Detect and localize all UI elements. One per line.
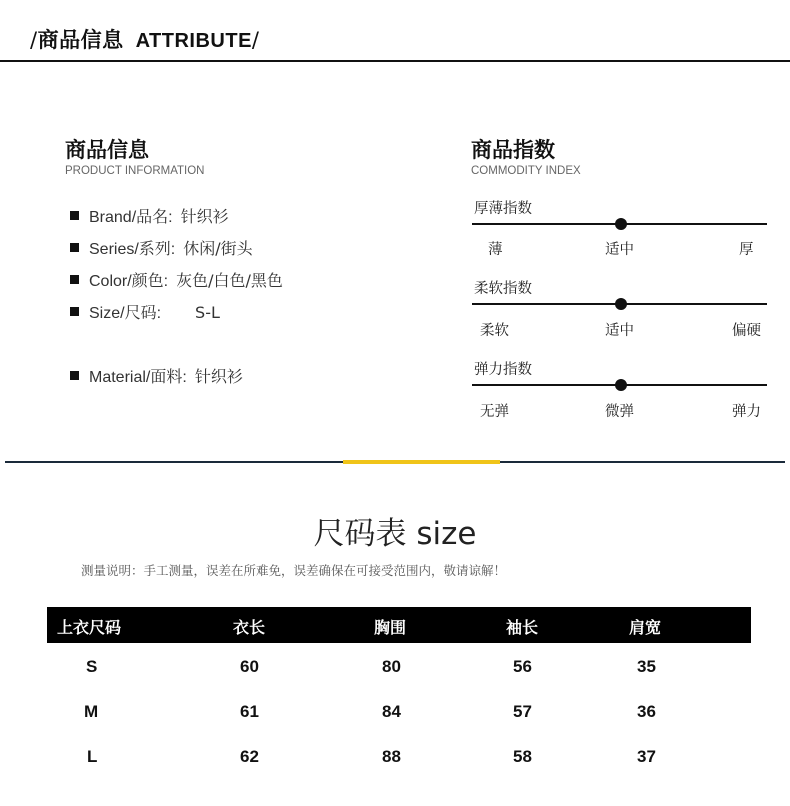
attribute-value: S-L bbox=[195, 303, 220, 322]
header-title-cn: 商品信息 bbox=[37, 28, 124, 52]
header-slash-close: / bbox=[251, 28, 260, 52]
attribute-material bbox=[70, 364, 243, 387]
header-shoulder: 肩宽 bbox=[629, 618, 662, 637]
attribute-value: 休闲/街头 bbox=[183, 239, 253, 258]
table-cell-shoulder: 35 bbox=[637, 657, 656, 676]
table-cell-size: L bbox=[87, 747, 98, 766]
table-cell-size: M bbox=[84, 702, 99, 721]
table-cell-length: 62 bbox=[240, 747, 259, 766]
header-title bbox=[30, 24, 260, 54]
commodity-index-title: 商品指数 bbox=[471, 138, 555, 162]
size-table-header bbox=[47, 607, 751, 643]
thickness-high-label: 厚 bbox=[739, 242, 754, 258]
product-info-subtitle: PRODUCT INFORMATION bbox=[65, 165, 205, 177]
attribute-value: 灰色/白色/黑色 bbox=[176, 271, 283, 290]
thickness-mid-label: 适中 bbox=[605, 242, 634, 258]
attribute-brand bbox=[70, 204, 229, 227]
table-cell-chest: 80 bbox=[382, 657, 401, 676]
attribute-label: Size/尺码: bbox=[89, 305, 162, 322]
attribute-color bbox=[70, 268, 283, 291]
softness-low-label: 柔软 bbox=[480, 323, 509, 339]
table-cell-size: S bbox=[86, 657, 98, 676]
table-cell-shoulder: 36 bbox=[637, 702, 656, 721]
bullet-square-icon bbox=[70, 243, 79, 252]
bullet-square-icon bbox=[70, 211, 79, 220]
elasticity-mid-label: 微弹 bbox=[605, 404, 634, 420]
table-cell-chest: 88 bbox=[382, 747, 401, 766]
thickness-low-label: 薄 bbox=[488, 242, 503, 258]
elasticity-index-marker bbox=[615, 379, 627, 391]
bullet-square-icon bbox=[70, 307, 79, 316]
softness-high-label: 偏硬 bbox=[732, 323, 761, 339]
attribute-value: 针织衫 bbox=[180, 207, 229, 226]
attribute-value: 针织衫 bbox=[194, 367, 243, 386]
table-cell-shoulder: 37 bbox=[637, 747, 656, 766]
elasticity-low-label: 无弹 bbox=[480, 404, 509, 420]
table-cell-sleeve: 56 bbox=[513, 657, 532, 676]
table-cell-sleeve: 57 bbox=[513, 702, 532, 721]
thickness-index-marker bbox=[615, 218, 627, 230]
attribute-label: Material/面料: bbox=[89, 369, 187, 386]
softness-index-marker bbox=[615, 298, 627, 310]
header-sleeve: 袖长 bbox=[506, 618, 539, 637]
elasticity-index-name: 弹力指数 bbox=[474, 362, 532, 378]
header-chest: 胸围 bbox=[374, 618, 407, 637]
elasticity-high-label: 弹力 bbox=[732, 404, 761, 420]
header-slash-open: / bbox=[30, 28, 38, 52]
bullet-square-icon bbox=[70, 275, 79, 284]
header-length: 衣长 bbox=[233, 618, 266, 637]
attribute-label: Series/系列: bbox=[89, 241, 176, 258]
table-cell-length: 60 bbox=[240, 657, 259, 676]
attribute-label: Color/颜色: bbox=[89, 273, 169, 290]
table-cell-sleeve: 58 bbox=[513, 747, 532, 766]
attribute-size bbox=[70, 300, 220, 323]
thickness-index-name: 厚薄指数 bbox=[474, 201, 532, 217]
attribute-label: Brand/品名: bbox=[89, 209, 173, 226]
softness-index-name: 柔软指数 bbox=[474, 281, 532, 297]
attribute-series bbox=[70, 236, 253, 259]
commodity-index-subtitle: COMMODITY INDEX bbox=[471, 165, 581, 177]
size-chart-title: 尺码表 size bbox=[313, 516, 477, 552]
attribute-header bbox=[0, 0, 790, 62]
product-info-title: 商品信息 bbox=[65, 138, 149, 162]
bullet-square-icon bbox=[70, 371, 79, 380]
header-size: 上衣尺码 bbox=[57, 618, 122, 637]
section-divider-accent bbox=[343, 460, 500, 464]
header-title-en: ATTRIBUTE bbox=[135, 30, 252, 52]
table-cell-length: 61 bbox=[240, 702, 259, 721]
size-chart-note: 测量说明：手工测量，误差在所难免，误差确保在可接受范围内，敬请谅解！ bbox=[81, 563, 507, 578]
table-cell-chest: 84 bbox=[382, 702, 401, 721]
softness-mid-label: 适中 bbox=[605, 323, 634, 339]
